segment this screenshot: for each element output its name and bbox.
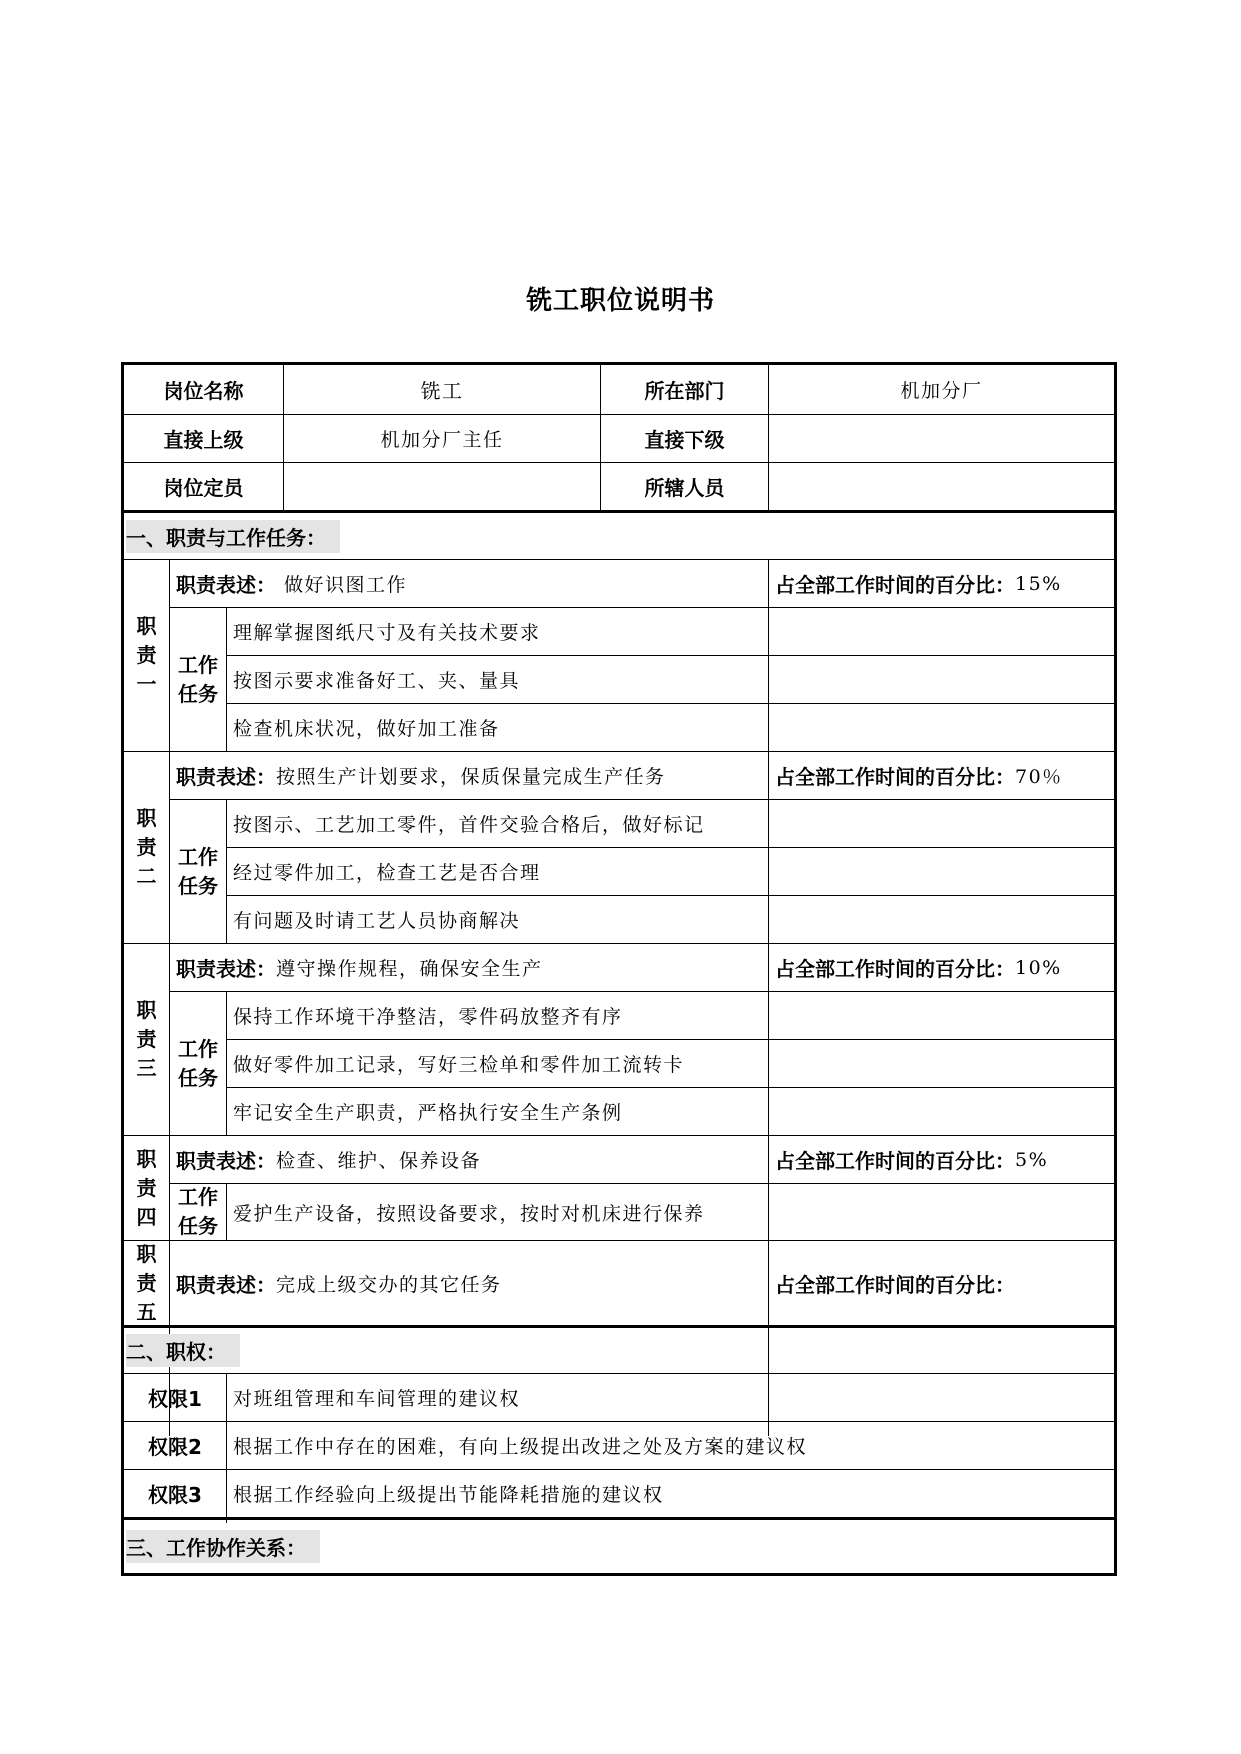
headcount-value	[284, 463, 600, 510]
duty-3-label	[124, 944, 169, 1135]
right-3-text: 根据工作经验向上级提出节能降耗措施的建议权	[233, 1484, 664, 1506]
duty-4-desc-text: 检查、维护、保养设备	[276, 1150, 482, 1172]
subordinate-value	[769, 415, 1114, 462]
duty-2-pct-value: 70％	[1015, 766, 1063, 788]
duty-4-percentage	[769, 1136, 1114, 1183]
task-label-text: 工作任务	[178, 844, 218, 898]
job-description-form	[121, 362, 1117, 1576]
duty-1-pct-value: 15%	[1015, 572, 1062, 595]
task-label-text: 工作任务	[178, 1185, 218, 1238]
department-label: 所在部门	[644, 379, 725, 403]
grid-line	[124, 1517, 1114, 1520]
duty-5-label-text: 职责五	[136, 1241, 157, 1324]
duty-2-label	[124, 752, 169, 943]
right-1-text: 对班组管理和车间管理的建议权	[233, 1388, 521, 1410]
duty-desc-label: 职责表述：	[176, 957, 276, 981]
duty-3-task-1: 保持工作环境干净整洁，零件码放整齐有序	[233, 1006, 623, 1028]
task-label-text: 工作任务	[178, 652, 218, 706]
duty-4-task-1: 爱护生产设备，按照设备要求，按时对机床进行保养	[233, 1202, 705, 1225]
duty-3-pct-value: 10%	[1015, 956, 1062, 979]
duty-1-desc-text: 做好识图工作	[284, 574, 408, 596]
pct-label: 占全部工作时间的百分比：	[775, 765, 1015, 789]
duty-2-label-text: 职责二	[136, 806, 157, 888]
duty-3-task-label	[170, 992, 226, 1135]
section3-heading	[126, 1521, 1106, 1571]
duty-1-task-label	[170, 608, 226, 751]
department-value: 机加分厂	[900, 380, 983, 402]
superior-value: 机加分厂主任	[380, 429, 504, 451]
section1-title: 一、职责与工作任务：	[126, 520, 340, 553]
document-title: 铣工职位说明书	[525, 286, 715, 316]
section1-heading	[126, 513, 1106, 559]
staff-value	[769, 463, 1114, 510]
duty-2-task-3: 有问题及时请工艺人员协商解决	[233, 910, 521, 932]
duty-5-description	[170, 1241, 768, 1325]
duty-1-percentage	[769, 560, 1114, 607]
position-name-value: 铣工	[420, 379, 464, 403]
headcount-label: 岗位定员	[163, 476, 244, 500]
duty-4-description	[170, 1136, 768, 1183]
section2-title: 二、职权：	[126, 1334, 240, 1367]
right-2-text: 根据工作中存在的困难，有向上级提出改进之处及方案的建议权	[233, 1436, 808, 1458]
duty-4-label	[124, 1136, 169, 1240]
duty-3-task-2: 做好零件加工记录，写好三检单和零件加工流转卡	[233, 1054, 685, 1076]
duty-4-task-label	[170, 1184, 226, 1240]
staff-label: 所辖人员	[644, 476, 725, 500]
subordinate-label: 直接下级	[644, 428, 725, 452]
pct-label: 占全部工作时间的百分比：	[775, 1272, 1015, 1297]
duty-1-task-3: 检查机床状况，做好加工准备	[233, 718, 500, 740]
task-label-text: 工作任务	[178, 1036, 218, 1090]
duty-desc-label: 职责表述：	[176, 765, 276, 789]
section2-heading	[126, 1328, 1106, 1373]
duty-desc-label: 职责表述：	[176, 1272, 276, 1297]
duty-4-pct-value: 5%	[1015, 1148, 1049, 1171]
duty-3-percentage	[769, 944, 1114, 991]
duty-2-task-2: 经过零件加工，检查工艺是否合理	[233, 862, 541, 884]
duty-3-label-text: 职责三	[136, 998, 157, 1080]
duty-2-task-1: 按图示、工艺加工零件，首件交验合格后，做好标记	[233, 814, 705, 836]
duty-4-label-text: 职责四	[136, 1146, 157, 1229]
duty-2-description	[170, 752, 768, 799]
duty-2-percentage	[769, 752, 1114, 799]
duty-5-percentage	[769, 1241, 1114, 1325]
right-3-label: 权限3	[148, 1483, 202, 1507]
duty-1-label	[124, 560, 169, 751]
pct-label: 占全部工作时间的百分比：	[775, 1149, 1015, 1173]
duty-3-task-3: 牢记安全生产职责，严格执行安全生产条例	[233, 1102, 623, 1124]
duty-1-task-1: 理解掌握图纸尺寸及有关技术要求	[233, 622, 541, 644]
duty-1-task-2: 按图示要求准备好工、夹、量具	[233, 670, 521, 692]
right-1-label: 权限1	[148, 1387, 202, 1411]
duty-2-desc-text: 按照生产计划要求，保质保量完成生产任务	[276, 766, 666, 788]
duty-desc-label: 职责表述：	[176, 573, 276, 597]
duty-desc-label: 职责表述：	[176, 1149, 276, 1173]
pct-label: 占全部工作时间的百分比：	[775, 957, 1015, 981]
duty-3-description	[170, 944, 768, 991]
superior-label: 直接上级	[163, 428, 244, 452]
duty-1-label-text: 职责一	[136, 614, 157, 696]
right-2-label: 权限2	[148, 1435, 202, 1459]
pct-label: 占全部工作时间的百分比：	[775, 573, 1015, 597]
duty-5-label	[124, 1241, 169, 1325]
duty-5-desc-text: 完成上级交办的其它任务	[276, 1273, 502, 1296]
duty-1-description	[170, 560, 768, 607]
position-name-label: 岗位名称	[163, 379, 244, 403]
duty-2-task-label	[170, 800, 226, 943]
section3-title: 三、工作协作关系：	[126, 1530, 320, 1563]
duty-3-desc-text: 遵守操作规程，确保安全生产	[276, 958, 543, 980]
